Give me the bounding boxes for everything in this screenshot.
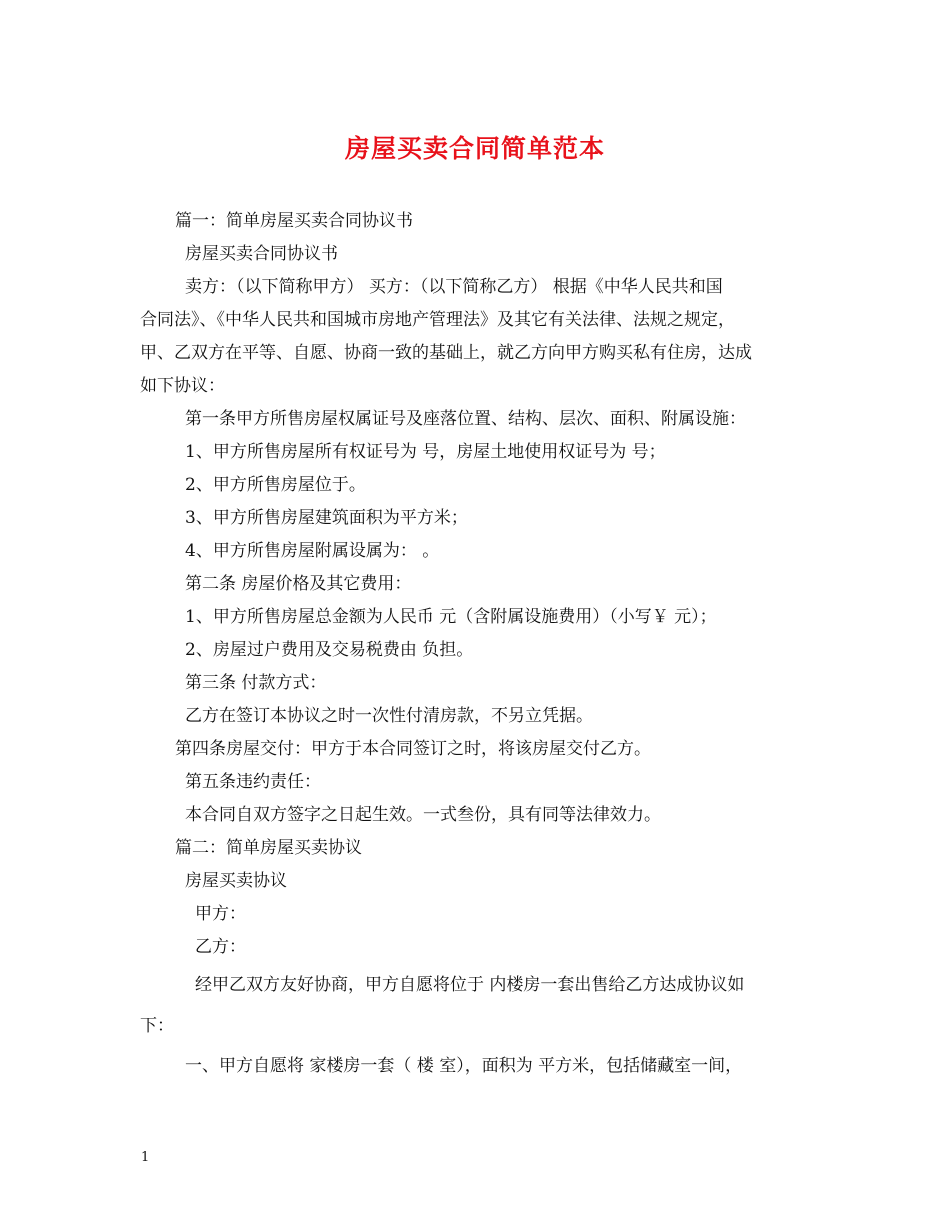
paragraph-line: 一、甲方自愿将 家楼房一套（ 楼 室），面积为 平方米，包括储藏室一间，: [185, 1056, 743, 1076]
clause-item: 乙方在签订本协议之时一次性付清房款，不另立凭据。: [185, 706, 593, 726]
clause-item: 1、甲方所售房屋总金额为人民币 元（含附属设施费用）（小写￥ 元）；: [185, 607, 717, 627]
section-heading-1: 篇一：简单房屋买卖合同协议书: [175, 211, 413, 231]
party-line: 乙方：: [195, 937, 246, 957]
clause-heading: 第三条 付款方式：: [185, 673, 327, 693]
paragraph-line: 合同法》、《中华人民共和国城市房地产管理法》及其它有关法律、法规之规定，: [140, 310, 735, 330]
paragraph-line: 如下协议：: [140, 376, 225, 396]
paragraph-line: 甲、乙双方在平等、自愿、协商一致的基础上，就乙方向甲方购买私有住房，达成: [140, 343, 752, 363]
subheading: 房屋买卖协议: [185, 871, 287, 891]
document-body: [140, 205, 820, 1086]
section-heading-2: 篇二：简单房屋买卖协议: [175, 838, 362, 858]
clause-heading: 第四条房屋交付：甲方于本合同签订之时，将该房屋交付乙方。: [175, 739, 651, 759]
clause-heading: 第五条违约责任：: [185, 772, 321, 792]
paragraph-line: 卖方：（以下简称甲方） 买方：（以下简称乙方） 根据《中华人民共和国: [185, 277, 723, 297]
clause-item: 2、甲方所售房屋位于。: [185, 475, 366, 495]
clause-item: 4、甲方所售房屋附属设属为： 。: [185, 541, 440, 561]
clause-item: 本合同自双方签字之日起生效。一式叁份，具有同等法律效力。: [185, 805, 661, 825]
document-title: 房屋买卖合同简单范本: [344, 134, 605, 163]
paragraph-line: 下：: [140, 1016, 174, 1036]
party-line: 甲方：: [195, 904, 246, 924]
clause-item: 3、甲方所售房屋建筑面积为平方米；: [185, 508, 468, 528]
paragraph-line: 经甲乙双方友好协商，甲方自愿将位于 内楼房一套出售给乙方达成协议如: [195, 975, 745, 995]
clause-item: 1、甲方所售房屋所有权证号为 号，房屋土地使用权证号为 号；: [185, 442, 666, 462]
page-number: 1: [141, 1150, 150, 1165]
clause-item: 2、房屋过户费用及交易税费由 负担。: [185, 640, 474, 660]
subheading: 房屋买卖合同协议书: [185, 244, 338, 264]
clause-heading: 第二条 房屋价格及其它费用：: [185, 574, 412, 594]
clause-heading: 第一条甲方所售房屋权属证号及座落位置、结构、层次、面积、附属设施：: [185, 409, 746, 429]
